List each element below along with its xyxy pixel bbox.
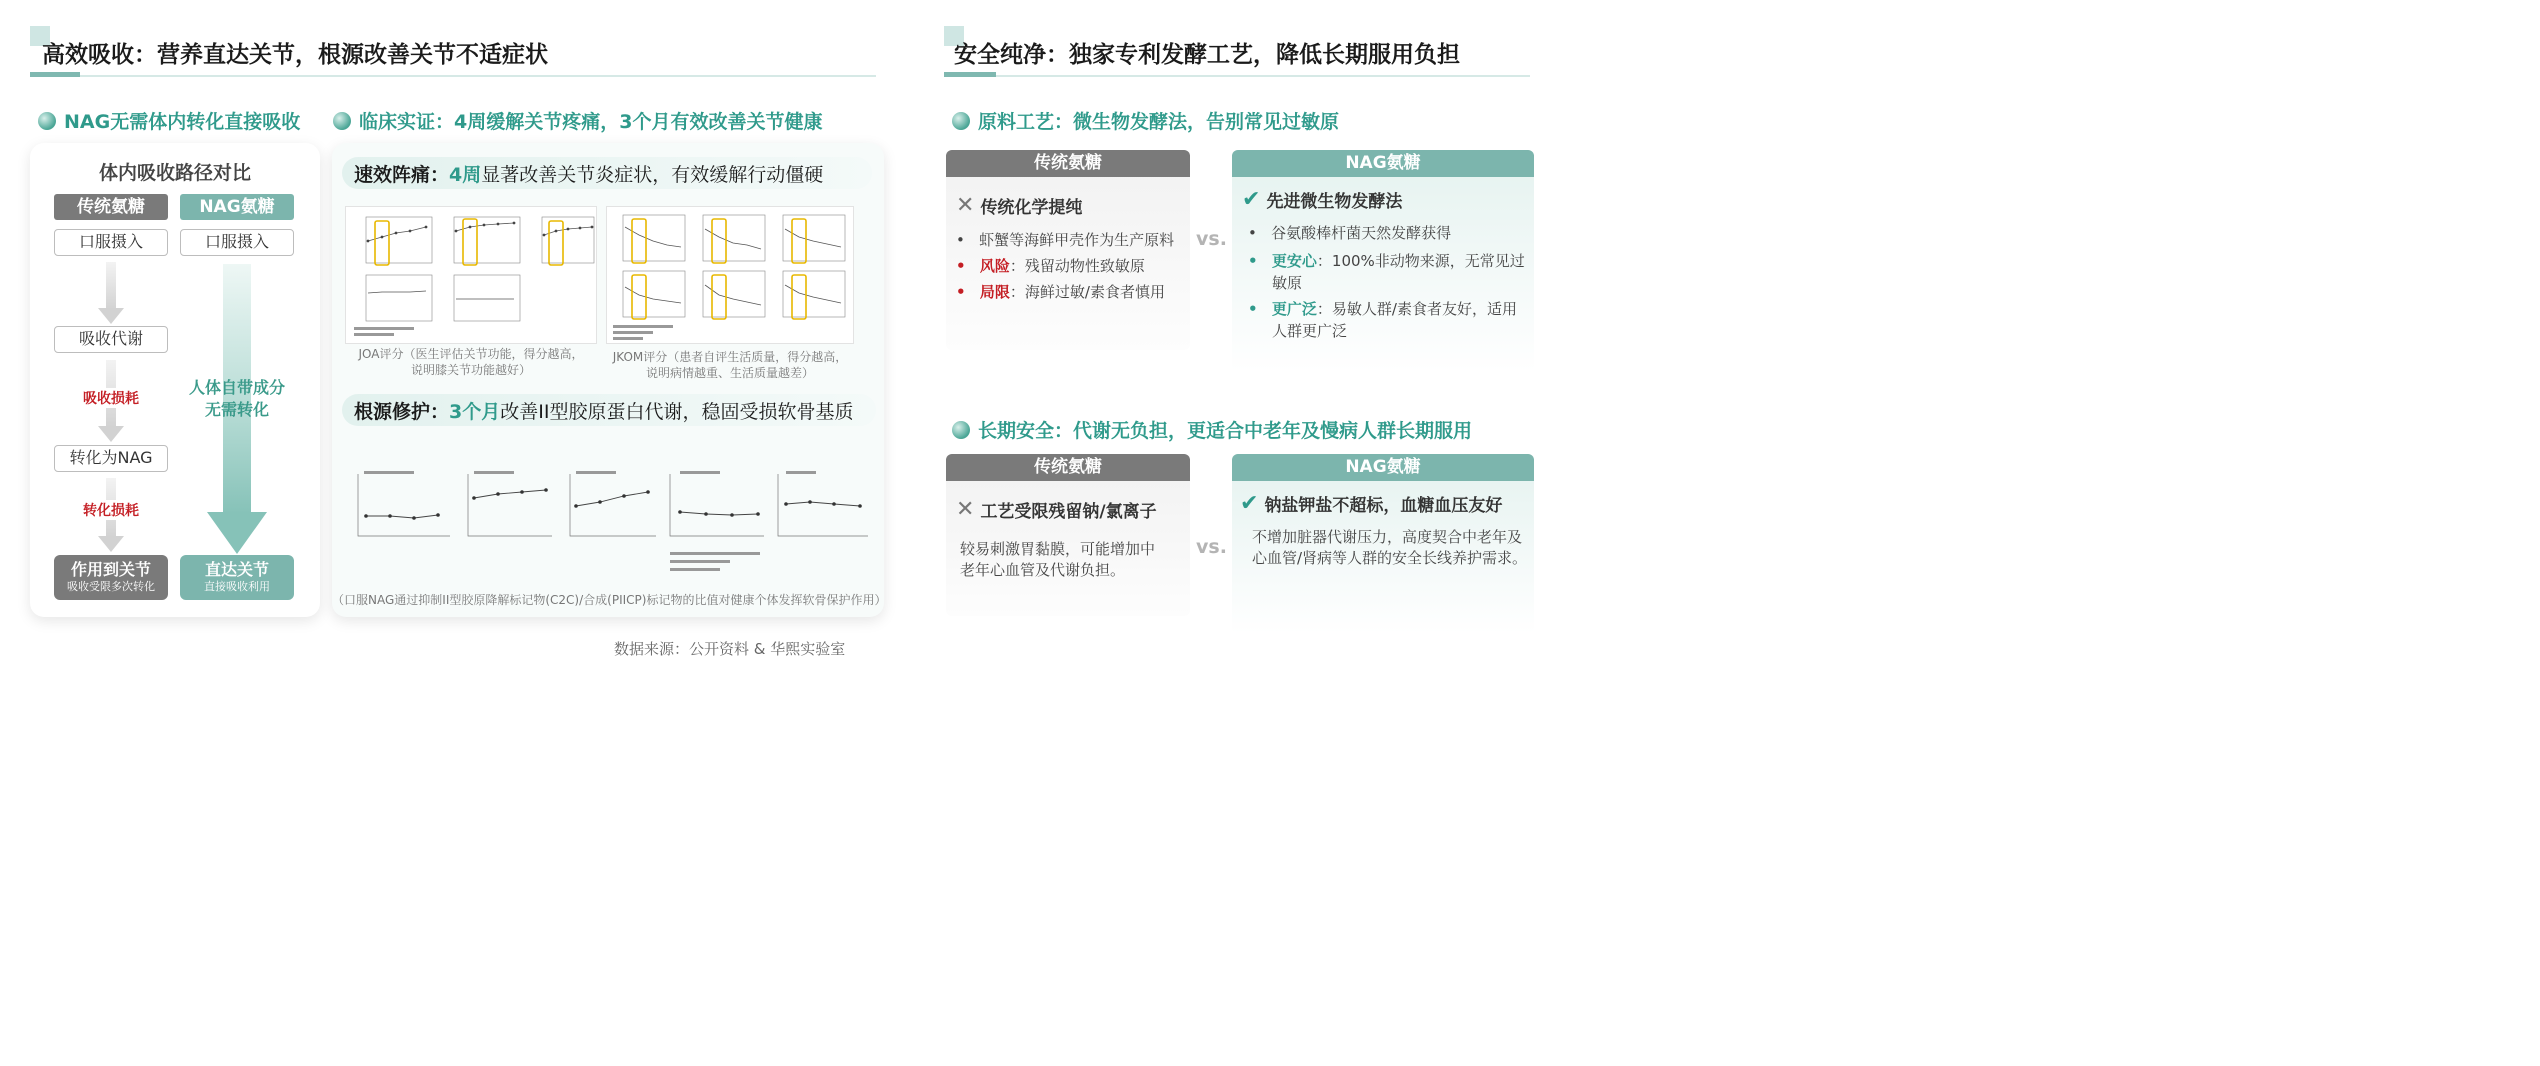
card-header: NAG氨糖 — [1232, 150, 1534, 177]
nag-process-title: ✔ 先进微生物发酵法 — [1242, 187, 1403, 212]
oral-intake-left: 口服摄入 — [54, 229, 168, 256]
right-section-title: 安全纯净：独家专利发酵工艺，降低长期服用负担 — [954, 42, 1460, 68]
absorption-subtitle: NAG无需体内转化直接吸收 — [38, 107, 300, 134]
bullet-dot-icon — [333, 112, 351, 130]
card-header: 传统氨糖 — [946, 454, 1190, 481]
nag-no-conversion-note: 人体自带成分 无需转化 — [188, 378, 285, 419]
absorb-metabolism-box: 吸收代谢 — [54, 326, 168, 353]
end-box-nag — [180, 555, 294, 600]
title-underline — [944, 75, 1530, 77]
bullet-dot-icon — [38, 112, 56, 130]
jkom-score-figure — [606, 206, 854, 344]
nag-bullet-1: • 谷氨酸棒杆菌天然发酵获得 — [1248, 224, 1452, 242]
bullet-dot-icon — [952, 112, 970, 130]
end-sub-traditional: 吸收受限多次转化 — [67, 580, 155, 593]
traditional-column-header: 传统氨糖 — [54, 194, 168, 220]
left-section-title: 高效吸收：营养直达关节，根源改善关节不适症状 — [42, 42, 548, 68]
quick-relief-pill: 速效阵痛： 4周 显著改善关节炎症状，有效缓解行动僵硬 — [342, 157, 872, 189]
collagen-marker-figure — [340, 466, 874, 582]
card-header: NAG氨糖 — [1232, 454, 1534, 481]
title-underline — [30, 75, 876, 77]
cross-icon: ✕ — [956, 193, 975, 218]
end-box-traditional — [54, 555, 168, 600]
nag-bullet-3: • 更广泛：易敏人群/素食者友好，适用人群更广泛 — [1248, 300, 1517, 340]
collagen-caption: （口服NAG通过抑制II型胶原降解标记物(C2C)/合成(PIICP)标记物的比值对健康个体发挥软骨保护作用） — [332, 593, 887, 607]
traditional-residue-card — [946, 454, 1190, 616]
trad-bullet-2: • 风险：残留动物性致敏原 — [956, 257, 1145, 275]
end-sub-nag: 直接吸收利用 — [204, 580, 270, 593]
vs-label: vs. — [1196, 228, 1227, 250]
cross-icon: ✕ — [956, 497, 975, 522]
data-source: 数据来源：公开资料 & 华熙实验室 — [614, 640, 846, 658]
traditional-residue-text: 较易刺激胃黏膜，可能增加中老年心血管及代谢负担。 — [960, 540, 1156, 579]
absorption-loss-label: 吸收损耗 — [54, 388, 168, 408]
checkmark-icon: ✔ — [1242, 187, 1261, 212]
joa-caption: JOA评分（医生评估关节功能，得分越高， 说明膝关节功能越好） — [358, 347, 584, 377]
end-title-nag: 直达关节 — [204, 560, 269, 579]
title-underline-accent — [944, 72, 996, 77]
conversion-loss-label: 转化损耗 — [54, 500, 168, 520]
nag-safety-title: ✔ 钠盐钾盐不超标，血糖血压友好 — [1240, 491, 1503, 516]
trad-bullet-1: • 虾蟹等海鲜甲壳作为生产原料 — [956, 231, 1175, 249]
traditional-residue-title: ✕ 工艺受限残留钠/氯离子 — [956, 497, 1157, 522]
bullet-dot-icon — [952, 421, 970, 439]
nag-safety-text: 不增加脏器代谢压力，高度契合中老年及心血管/肾病等人群的安全长线养护需求。 — [1252, 528, 1528, 567]
down-arrow-icon — [95, 262, 127, 326]
traditional-process-title: ✕ 传统化学提纯 — [956, 193, 1083, 218]
nag-column-header: NAG氨糖 — [180, 194, 294, 220]
oral-intake-right: 口服摄入 — [180, 229, 294, 256]
joa-score-figure — [345, 206, 597, 344]
raw-material-subtitle: 原料工艺：微生物发酵法，告别常见过敏原 — [952, 107, 1339, 134]
trad-bullet-3: • 局限：海鲜过敏/素食者慎用 — [956, 283, 1165, 301]
root-repair-pill: 根源修护： 3个月 改善II型胶原蛋白代谢，稳固受损软骨基质 — [342, 394, 876, 426]
absorption-panel-title: 体内吸收路径对比 — [98, 162, 251, 184]
checkmark-icon: ✔ — [1240, 491, 1259, 516]
vs-label: vs. — [1196, 536, 1227, 558]
long-term-safety-subtitle: 长期安全：代谢无负担，更适合中老年及慢病人群长期服用 — [952, 416, 1472, 443]
jkom-caption: JKOM评分（患者自评生活质量，得分越高， 说明病情越重、生活质量越差） — [612, 350, 848, 380]
nag-bullet-2: • 更安心：100%非动物来源，无常见过敏原 — [1248, 252, 1525, 292]
title-underline-accent — [30, 72, 80, 77]
convert-to-nag-box: 转化为NAG — [54, 445, 168, 472]
end-title-traditional: 作用到关节 — [70, 560, 151, 579]
clinical-subtitle: 临床实证：4周缓解关节疼痛，3个月有效改善关节健康 — [333, 107, 822, 134]
card-header: 传统氨糖 — [946, 150, 1190, 177]
